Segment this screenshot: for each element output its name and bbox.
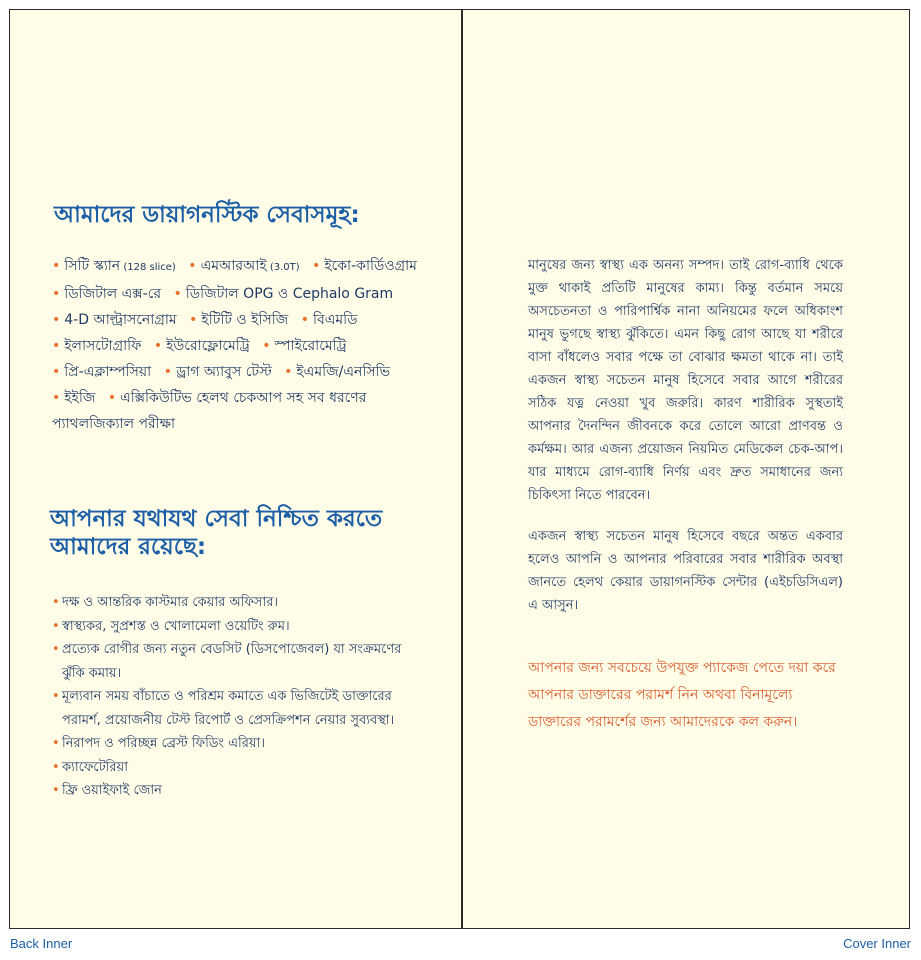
service-item bbox=[284, 364, 390, 380]
facility-label: ফ্রি ওয়াইফাই জোন bbox=[62, 783, 162, 798]
bullet-icon: • bbox=[52, 689, 60, 704]
service-item bbox=[262, 338, 346, 354]
facility-item bbox=[52, 591, 412, 615]
facility-item bbox=[52, 732, 412, 756]
service-label: বিএমডি bbox=[312, 312, 358, 328]
service-item bbox=[52, 286, 161, 302]
service-label: প্রি-এক্লাম্পসিয়া bbox=[64, 364, 152, 380]
facility-label: নিরাপদ ও পরিচ্ছন্ন ব্রেস্ট ফিডিং এরিয়া। bbox=[62, 736, 265, 751]
service-label: ইইজি bbox=[64, 390, 96, 406]
service-label: ইলাসটোগ্রাফি bbox=[64, 338, 142, 354]
bullet-icon: • bbox=[262, 338, 271, 354]
service-item bbox=[52, 312, 177, 328]
service-item bbox=[188, 258, 299, 274]
service-item bbox=[52, 364, 151, 380]
bullet-icon: • bbox=[52, 736, 60, 751]
facility-label: মূল্যবান সময় বাঁচাতে ও পরিশ্রম কমাতে এক ভিজিটেই ডাক্তারের পরামর্শ, প্রয়োজনীয় টেস্ট রিপোর্ট ও প্রেসক্রিপশন নেয়ার সুব্যবস্থা। bbox=[62, 689, 395, 728]
facility-item bbox=[52, 685, 412, 732]
bullet-icon: • bbox=[312, 258, 321, 274]
facilities-heading: আপনার যথাযথ সেবা নিশ্চিত করতে আমাদের রয়েছে: bbox=[50, 506, 383, 561]
bullet-icon: • bbox=[52, 390, 61, 406]
intro-paragraph: মানুষের জন্য স্বাস্থ্য এক অনন্য সম্পদ। তাই রোগ-ব্যাধি থেকে মুক্ত থাকাই প্রতিটি মানুষের কাম্য। কিন্তু বর্তমান সময়ে অসচেতনতা ও পারিপার্শ্বিক নানা অনিয়মের ফলে অধিকাংশ মানুষ ভুগছে স্বাস্থ্য ঝুঁকিতে। এমন কিছু রোগ আছে যা শরীরে বাসা বাঁধলেও সবার পক্ষে তা বোঝার ক্ষমতা থাকে না। তাই একজন স্বাস্থ্য সচেতন মানুষ হিসেবে সবার আগে শরীরের সঠিক যত্ন নেওয়া খুব জরুরি। কারণ শারীরিক সুস্থতাই আপনার দৈনন্দিন জীবনকে করে তোলে আরো প্রাণবন্ত ও কর্মক্ষম। আর এজন্য প্রয়োজন নিয়মিত মেডিকেল চেক-আপ। যার মাধ্যমে রোগ-ব্যাধি নির্ণয় এবং দ্রুত সমাধানের জন্য চিকিৎসা নিতে পারবেন। bbox=[528, 258, 843, 503]
bullet-icon: • bbox=[52, 364, 61, 380]
service-item bbox=[52, 258, 176, 274]
service-label: ড্রাগ অ্যাবুস টেস্ট bbox=[175, 364, 272, 380]
offer-callout: আপনার জন্য সবচেয়ে উপযুক্ত প্যাকেজ পেতে দয়া করে আপনার ডাক্তারের পরামর্শ নিন অথবা বিনামূল্যে ডাক্তারের পরামর্শের জন্য আমাদেরকে কল করুন। bbox=[528, 660, 836, 730]
bullet-icon: • bbox=[284, 364, 293, 380]
bullet-icon: • bbox=[52, 312, 61, 328]
bullet-icon: • bbox=[52, 258, 61, 274]
cover-inner-panel bbox=[463, 10, 909, 928]
service-item bbox=[52, 390, 366, 432]
bullet-icon: • bbox=[107, 390, 117, 406]
cover-inner-label: Cover Inner bbox=[843, 936, 911, 951]
service-label: ইউরোফ্লোমেট্রি bbox=[166, 338, 250, 354]
facility-label: প্রত্যেক রোগীর জন্য নতুন বেডসিট (ডিসপোজেবল) যা সংক্রমণের ঝুঁকি কমায়। bbox=[62, 642, 402, 681]
service-note: (128 slice) bbox=[120, 262, 176, 273]
service-item bbox=[52, 338, 141, 354]
services-list bbox=[52, 253, 452, 437]
service-label: 4-D আল্ট্রাসনোগ্রাম bbox=[64, 312, 177, 328]
service-label: ডিজিটাল OPG ও Cephalo Gram bbox=[185, 286, 394, 302]
service-label: ইএমজি/এনসিভি bbox=[296, 364, 391, 380]
bullet-icon: • bbox=[52, 595, 60, 610]
service-item bbox=[52, 390, 95, 406]
service-item bbox=[301, 312, 358, 328]
service-item bbox=[312, 258, 417, 274]
back-inner-panel bbox=[10, 10, 461, 928]
bullet-icon: • bbox=[173, 286, 182, 302]
facilities-list bbox=[52, 591, 412, 803]
bullet-icon: • bbox=[52, 759, 60, 775]
service-label: ইটিটি ও ইসিজি bbox=[201, 312, 289, 328]
bullet-icon: • bbox=[52, 338, 61, 354]
service-item bbox=[174, 286, 394, 302]
service-item bbox=[164, 364, 272, 380]
facility-item bbox=[52, 779, 412, 803]
service-label: ডিজিটাল এক্স-রে bbox=[64, 286, 162, 302]
service-label: এক্সিকিউটিভ হেলথ চেকআপ সহ সব ধরণের প্যাথলজিক্যাল পরীক্ষা bbox=[52, 390, 367, 432]
brochure-spread bbox=[9, 9, 910, 929]
service-label: সিটি স্ক্যান bbox=[64, 258, 121, 274]
bullet-icon: • bbox=[163, 364, 172, 380]
services-heading: আমাদের ডায়াগনস্টিক সেবাসমূহ: bbox=[54, 202, 360, 228]
facility-label: ক্যাফেটেরিয়া bbox=[62, 759, 128, 775]
bullet-icon: • bbox=[52, 642, 60, 657]
checkup-paragraph: একজন স্বাস্থ্য সচেতন মানুষ হিসেবে বছরে অন্তত একবার হলেও আপনি ও আপনার পরিবারের সবার শারীরিক অবস্থা জানতে হেলথ কেয়ার ডায়াগনস্টিক সেন্টার (এইচডিসিএল) এ আসুন। bbox=[528, 529, 843, 613]
service-label: স্পাইরোমেট্রি bbox=[274, 338, 347, 354]
back-inner-label: Back Inner bbox=[10, 936, 73, 951]
facility-label: স্বাস্থ্যকর, সুপ্রশস্ত ও খোলামেলা ওয়েটিং রুম। bbox=[62, 618, 290, 634]
bullet-icon: • bbox=[189, 312, 198, 328]
facility-item bbox=[52, 615, 412, 639]
bullet-icon: • bbox=[300, 312, 309, 328]
service-item bbox=[189, 312, 288, 328]
bullet-icon: • bbox=[52, 618, 60, 634]
service-note: (3.0T) bbox=[266, 262, 300, 273]
bullet-icon: • bbox=[52, 783, 60, 798]
service-label: এমআরআই bbox=[200, 258, 267, 274]
service-item bbox=[154, 338, 250, 354]
facility-item bbox=[52, 756, 412, 780]
facility-label: দক্ষ ও আন্তরিক কাস্টমার কেয়ার অফিসার। bbox=[62, 595, 279, 610]
bullet-icon: • bbox=[153, 338, 163, 354]
service-label: ইকো-কার্ডিওগ্রাম bbox=[324, 258, 417, 274]
bullet-icon: • bbox=[52, 286, 61, 302]
facility-item bbox=[52, 638, 412, 685]
bullet-icon: • bbox=[188, 258, 197, 274]
